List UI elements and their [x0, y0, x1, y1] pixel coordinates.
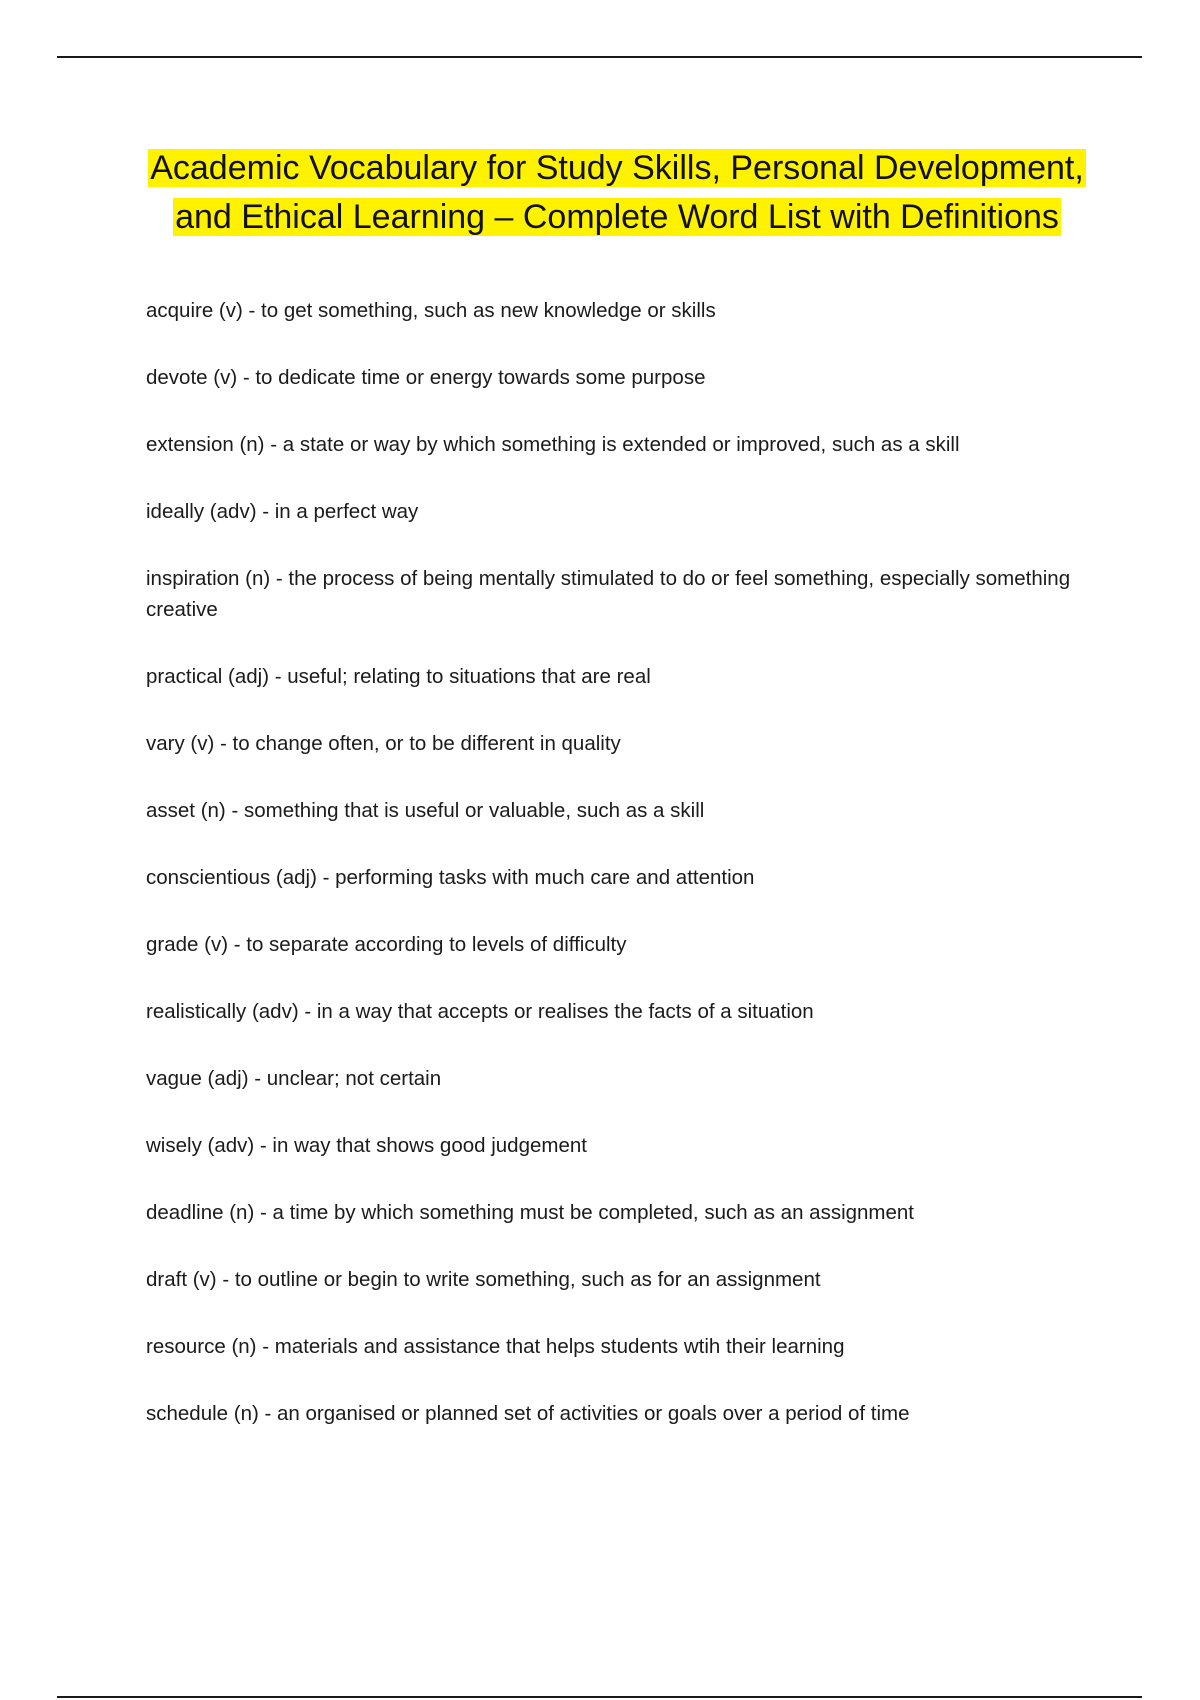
- list-item: wisely (adv) - in way that shows good judgement: [146, 1134, 587, 1157]
- page-title: [120, 144, 1114, 242]
- list-item: ideally (adv) - in a perfect way: [146, 500, 419, 523]
- list-item: vary (v) - to change often, or to be different in quality: [146, 732, 621, 755]
- list-item: acquire (v) - to get something, such as new knowledge or skills: [146, 299, 716, 322]
- list-item: draft (v) - to outline or begin to write something, such as for an assignment: [146, 1268, 821, 1291]
- list-item: conscientious (adj) - performing tasks with much care and attention: [146, 866, 755, 889]
- header-rule: [57, 56, 1142, 58]
- list-item: resource (n) - materials and assistance that helps students wtih their learning: [146, 1335, 845, 1358]
- list-item: grade (v) - to separate according to levels of difficulty: [146, 933, 627, 956]
- list-item: realistically (adv) - in a way that accepts or realises the facts of a situation: [146, 1000, 814, 1023]
- list-item: inspiration (n) - the process of being mentally stimulated to do or feel something, especially something creative: [146, 567, 1071, 621]
- list-item: devote (v) - to dedicate time or energy towards some purpose: [146, 366, 706, 389]
- title-highlight: Academic Vocabulary for Study Skills, Personal Development, and Ethical Learning – Complete Word List with Definitions: [150, 149, 1084, 236]
- list-item: practical (adj) - useful; relating to situations that are real: [146, 665, 651, 688]
- list-item: schedule (n) - an organised or planned set of activities or goals over a period of time: [146, 1402, 910, 1425]
- list-item: asset (n) - something that is useful or valuable, such as a skill: [146, 799, 705, 822]
- vocabulary-list: [146, 295, 1076, 1465]
- list-item: extension (n) - a state or way by which something is extended or improved, such as a skill: [146, 433, 960, 456]
- list-item: deadline (n) - a time by which something must be completed, such as an assignment: [146, 1201, 914, 1224]
- list-item: vague (adj) - unclear; not certain: [146, 1067, 442, 1090]
- footer-rule: [57, 1696, 1142, 1698]
